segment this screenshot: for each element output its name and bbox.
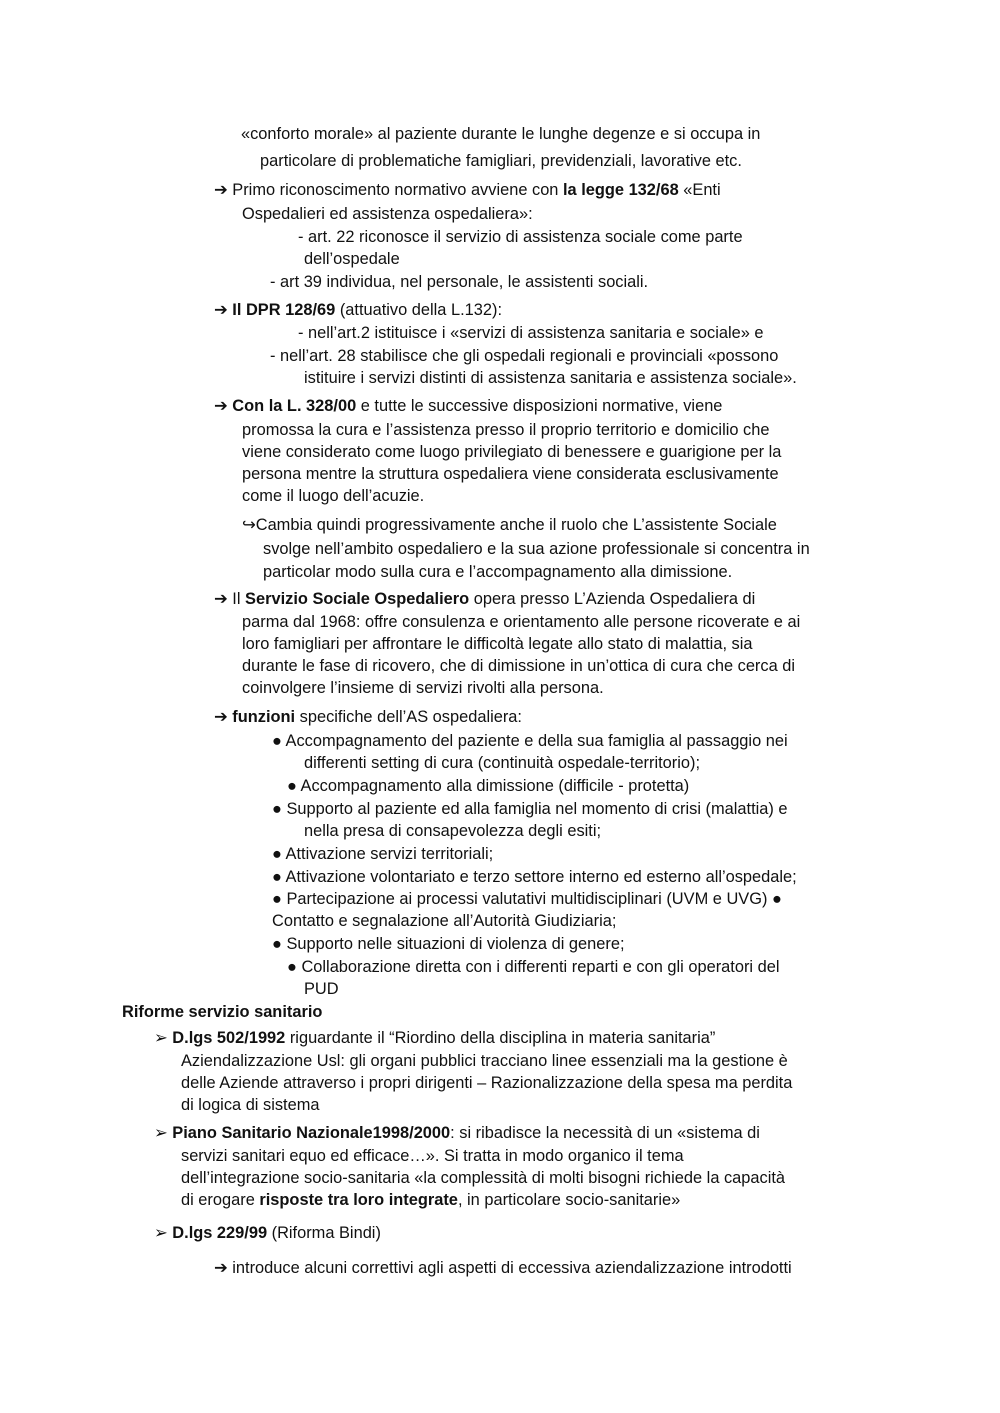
- funzioni-item: differenti setting di cura (continuità ospedale-territorio);: [304, 754, 701, 772]
- piano-bold: Piano Sanitario Nazionale1998/2000: [172, 1124, 451, 1142]
- funzioni-item: ● Accompagnamento del paziente e della sua famiglia al passaggio nei: [272, 732, 788, 750]
- piano-line-3: dell’integrazione socio-sanitaria «la complessità di molti bisogni richiede la capacità: [181, 1169, 786, 1187]
- dpr-art28-line-2: istituire i servizi distinti di assistenza sanitaria e assistenza sociale».: [304, 369, 797, 387]
- legge132-art39: - art 39 individua, nel personale, le assistenti sociali.: [270, 273, 649, 291]
- funzioni-item: ● Partecipazione ai processi valutativi multidisciplinari (UVM e UVG) ●: [272, 890, 782, 908]
- l328-sub-line-1: ↪Cambia quindi progressivamente anche il ruolo che L’assistente Sociale: [242, 516, 777, 534]
- intro-line-1: «conforto morale» al paziente durante le lunghe degenze e si occupa in: [241, 125, 761, 143]
- servizio-line-2: parma dal 1968: offre consulenza e orientamento alle persone ricoverate e ai: [242, 613, 801, 631]
- servizio-line-5: coinvolgere l’insieme di servizi rivolti alla persona.: [242, 679, 604, 697]
- l328-sub-line-3: particolar modo sulla cura e l’accompagnamento alla dimissione.: [263, 563, 733, 581]
- l328-line-1: ➔ Con la L. 328/00 e tutte le successive disposizioni normative, viene: [214, 397, 723, 415]
- dpr-line-1: ➔ Il DPR 128/69 (attuativo della L.132):: [214, 301, 503, 319]
- dlgs229-line-1: ➢ D.lgs 229/99 (Riforma Bindi): [154, 1224, 381, 1242]
- legge132-line-1: ➔ Primo riconoscimento normativo avviene con la legge 132/68 «Enti: [214, 181, 721, 199]
- funzioni-item: ● Supporto al paziente ed alla famiglia nel momento di crisi (malattia) e: [272, 800, 788, 818]
- funzioni-line-1: ➔ funzioni specifiche dell’AS ospedaliera:: [214, 708, 522, 726]
- funzioni-item: ● Supporto nelle situazioni di violenza di genere;: [272, 935, 625, 953]
- l328-line-5: come il luogo dell’acuzie.: [242, 487, 425, 505]
- piano-line-4: di erogare risposte tra loro integrate, in particolare socio-sanitarie»: [181, 1191, 681, 1209]
- funzioni-item: PUD: [304, 980, 339, 998]
- dlgs502-bold: D.lgs 502/1992: [172, 1029, 286, 1047]
- servizio-line-4: durante le fase di ricovero, che di dimissione in un’ottica di cura che cerca di: [242, 657, 796, 675]
- dpr-art28-line-1: - nell’art. 28 stabilisce che gli ospedali regionali e provinciali «possono: [270, 347, 779, 365]
- l328-line-4: persona mentre la struttura ospedaliera viene considerata esclusivamente: [242, 465, 779, 483]
- dpr-bold: Il DPR 128/69: [232, 301, 336, 319]
- funzioni-item: ● Collaborazione diretta con i differenti reparti e con gli operatori del: [287, 958, 780, 976]
- servizio-line-3: loro famigliari per affrontare le difficoltà legate allo stato di malattia, sia: [242, 635, 753, 653]
- dpr-art2: - nell’art.2 istituisce i «servizi di assistenza sanitaria e sociale» e: [298, 324, 764, 342]
- legge132-art22-line-2: dell’ospedale: [304, 250, 400, 268]
- dlgs502-line-3: delle Aziende attraverso i propri dirigenti – Razionalizzazione della spesa ma perdita: [181, 1074, 793, 1092]
- dlgs229-bold: D.lgs 229/99: [172, 1224, 268, 1242]
- piano-bold-2: risposte tra loro integrate: [259, 1191, 458, 1209]
- legge132-line-2: Ospedalieri ed assistenza ospedaliera»:: [242, 205, 533, 223]
- servizio-line-1: ➔ Il Servizio Sociale Ospedaliero opera presso L’Azienda Ospedaliera di: [214, 590, 756, 608]
- intro-line-2: particolare di problematiche famigliari, previdenziali, lavorative etc.: [260, 152, 742, 170]
- l328-bold: Con la L. 328/00: [232, 397, 357, 415]
- dlgs502-line-2: Aziendalizzazione Usl: gli organi pubblici tracciano linee essenziali ma la gestione è: [181, 1052, 788, 1070]
- l328-sub-line-2: svolge nell’ambito ospedaliero e la sua azione professionale si concentra in: [263, 540, 810, 558]
- legge132-bold: la legge 132/68: [562, 181, 679, 199]
- piano-line-1: ➢ Piano Sanitario Nazionale1998/2000: si ribadisce la necessità di un «sistema di: [154, 1124, 760, 1142]
- dlgs229-sub: ➔ introduce alcuni correttivi agli aspetti di eccessiva aziendalizzazione introdotti: [214, 1259, 792, 1277]
- servizio-bold: Servizio Sociale Ospedaliero: [245, 590, 470, 608]
- legge132-art22-line-1: - art. 22 riconosce il servizio di assistenza sociale come parte: [298, 228, 743, 246]
- funzioni-item: Contatto e segnalazione all’Autorità Giudiziaria;: [272, 912, 617, 930]
- l328-line-3: viene considerato come luogo privilegiato di benessere e guarigione per la: [242, 443, 782, 461]
- dlgs502-line-4: di logica di sistema: [181, 1096, 320, 1114]
- l328-line-2: promossa la cura e l’assistenza presso il proprio territorio e domicilio che: [242, 421, 770, 439]
- funzioni-item: ● Attivazione volontariato e terzo settore interno ed esterno all’ospedale;: [272, 868, 797, 886]
- dlgs502-line-1: ➢ D.lgs 502/1992 riguardante il “Riordino della disciplina in materia sanitaria”: [154, 1029, 716, 1047]
- funzioni-item: ● Attivazione servizi territoriali;: [272, 845, 494, 863]
- funzioni-item: nella presa di consapevolezza degli esiti;: [304, 822, 602, 840]
- funzioni-bold: funzioni: [232, 708, 296, 726]
- riforme-heading: Riforme servizio sanitario: [122, 1003, 323, 1021]
- piano-line-2: servizi sanitari equo ed efficace…». Si tratta in modo organico il tema: [181, 1147, 684, 1165]
- funzioni-item: ● Accompagnamento alla dimissione (difficile - protetta): [287, 777, 690, 795]
